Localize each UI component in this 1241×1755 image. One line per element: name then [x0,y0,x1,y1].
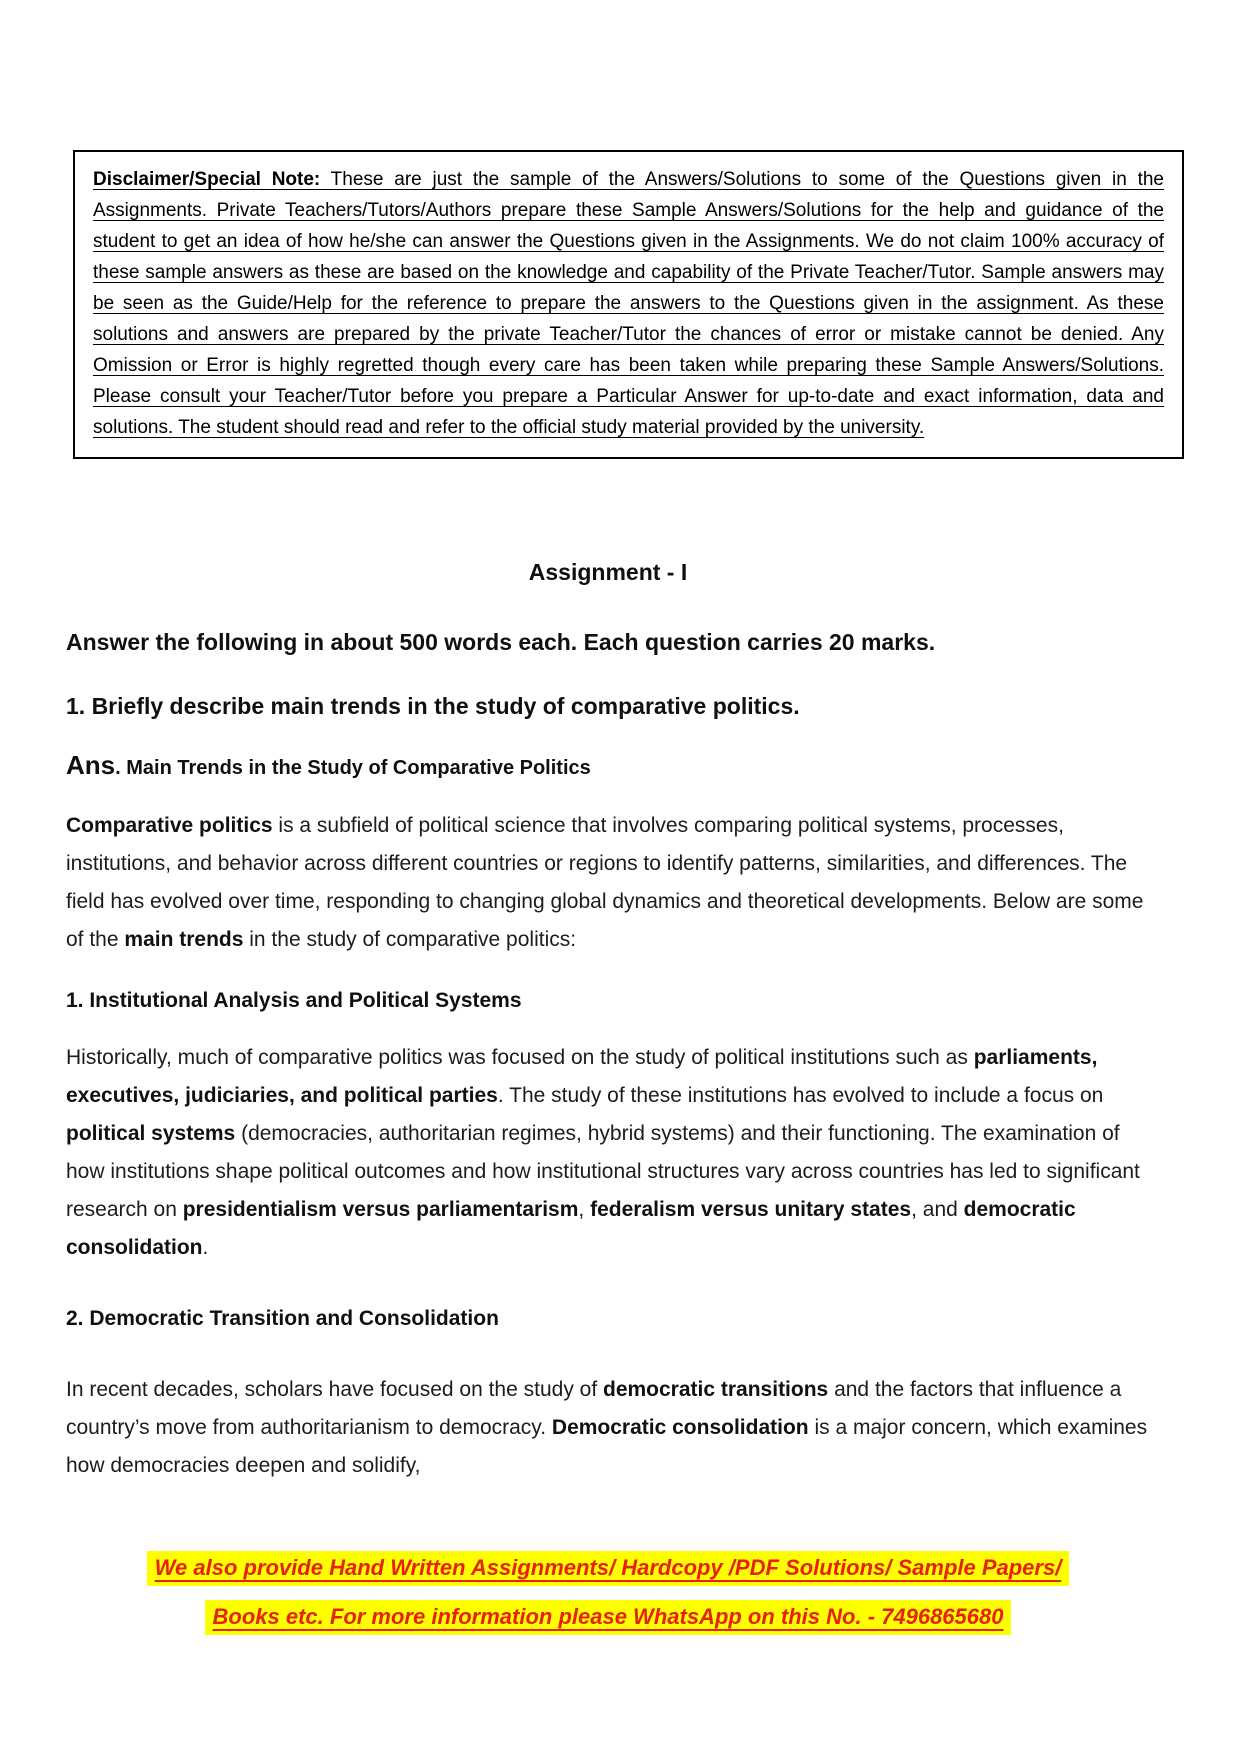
footer-promo-line-1: We also provide Hand Written Assignments/ Hardcopy /PDF Solutions/ Sample Papers/ [147,1551,1070,1586]
disclaimer-body: These are just the sample of the Answers/Solutions to some of the Questions given in the Assignments. Private Teachers/Tutors/Authors prepare these Sample Answers/Solutions for the help and guidance of the student to get an idea of how he/she can answer the Questions given in the Assignments. We do not claim 100% accuracy of these sample answers as these are based on the knowledge and capability of the Private Teacher/Tutor. Sample answers may be seen as the Guide/Help for the reference to prepare the answers to the Questions given in the assignment. As these solutions and answers are prepared by the private Teacher/Tutor the chances of error or mistake cannot be denied. Any Omission or Error is highly regretted though every care has been taken while preparing these Sample Answers/Solutions. Please consult your Teacher/Tutor before you prepare a Particular Answer for up-to-date and exact information, data and solutions. The student should read and refer to the official study material provided by the university. [93,169,1164,438]
paragraph-intro: Comparative politics is a subfield of political science that involves comparing political systems, processes, institutions, and behavior across different countries or regions to identify patterns, similarities, and differences. The field has evolved over time, responding to changing global dynamics and theoretical developments. Below are some of the main trends in the study of comparative politics: [66,814,1144,951]
answer-title: . Main Trends in the Study of Comparative Politics [115,757,591,779]
disclaimer-label: Disclaimer/Special Note: [93,169,321,190]
disclaimer-box [73,150,1184,459]
answer-heading [66,750,1150,781]
disclaimer-text [93,164,1164,443]
footer-promo [66,1545,1150,1643]
section-heading-1: 1. Institutional Analysis and Political Systems [66,989,522,1012]
footer-promo-line-2: Books etc. For more information please WhatsApp on this No. - 7496865680 [205,1600,1012,1635]
paragraph-section-2: In recent decades, scholars have focused on the study of democratic transitions and the factors that influence a country’s move from authoritarianism to democracy. Democratic consolidation is a major concern, which examines how democracies deepen and solidify, [66,1378,1148,1477]
section-heading-2: 2. Democratic Transition and Consolidation [66,1307,499,1330]
answer-label: Ans [66,750,116,780]
assignment-instruction: Answer the following in about 500 words each. Each question carries 20 marks. [66,629,936,655]
question-1-heading: 1. Briefly describe main trends in the study of comparative politics. [66,693,800,719]
paragraph-section-1: Historically, much of comparative politics was focused on the study of political institutions such as parliaments, executives, judiciaries, and political parties. The study of these institutions has evolved to include a focus on political systems (democracies, authoritarian regimes, hybrid systems) and their functioning. The examination of how institutions shape political outcomes and how institutional structures vary across countries has led to significant research on presidentialism versus parliamentarism, federalism versus unitary states, and democratic consolidation. [66,1046,1140,1259]
assignment-title: Assignment - I [528,559,688,585]
